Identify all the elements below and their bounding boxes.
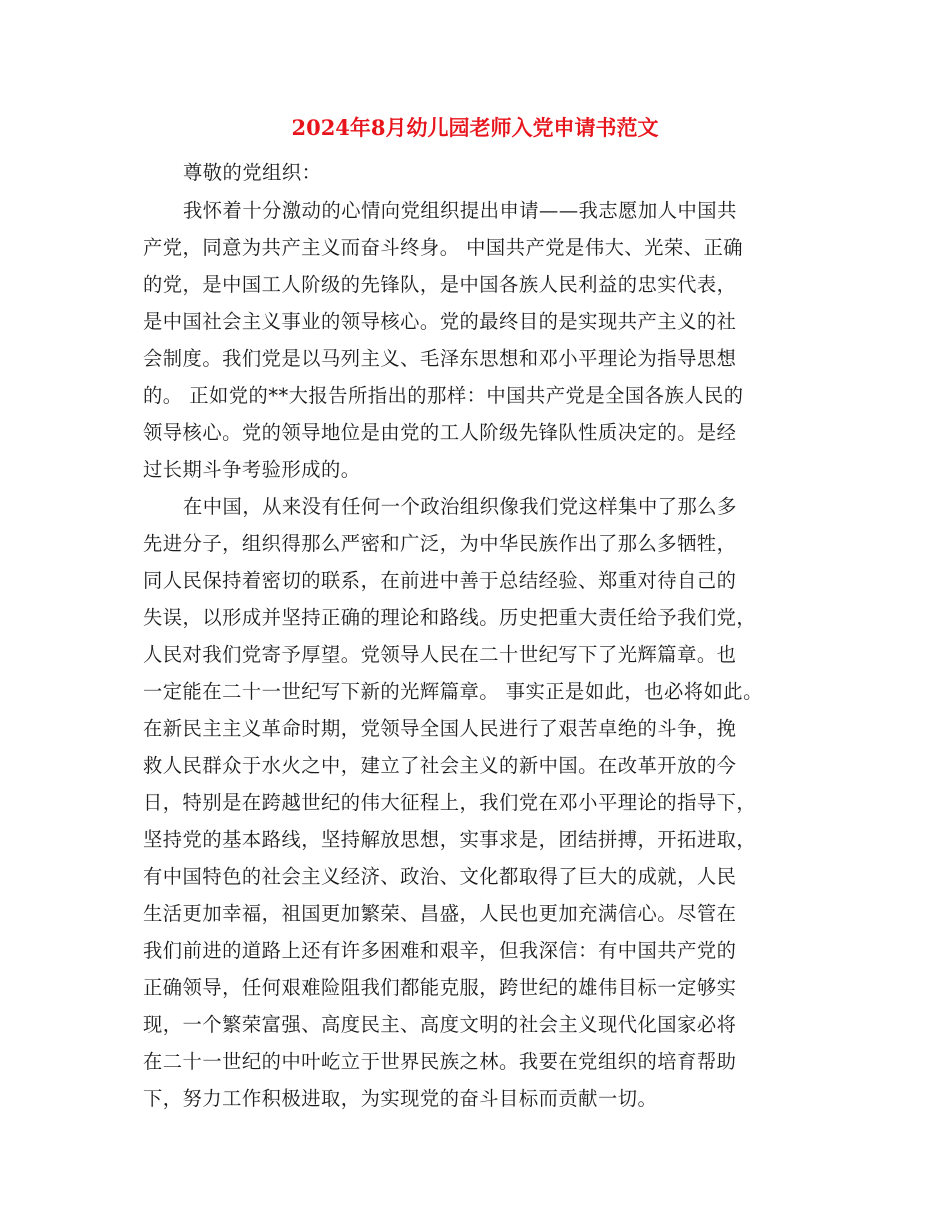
document-title: 2024年8月幼儿园老师入党申请书范文	[291, 115, 659, 140]
paragraph-1-line: 的。 正如党的**大报告所指出的那样：中国共产党是全国各族人民的	[143, 384, 744, 407]
paragraph-1-line: 产党，同意为共产主义而奋斗终身。 中国共产党是伟大、光荣、正确	[143, 236, 744, 259]
paragraph-2-line: 日，特别是在跨越世纪的伟大征程上，我们党在邓小平理论的指导下，	[143, 791, 757, 814]
paragraph-2-line: 生活更加幸福，祖国更加繁荣、昌盛，人民也更加充满信心。尽管在	[143, 902, 737, 925]
paragraph-2-line: 在二十一世纪的中叶屹立于世界民族之林。我要在党组织的培育帮助	[143, 1050, 737, 1073]
salutation: 尊敬的党组织：	[183, 161, 322, 184]
paragraph-1-line: 过长期斗争考验形成的。	[143, 458, 361, 481]
paragraph-1-line: 会制度。我们党是以马列主义、毛泽东思想和邓小平理论为指导思想	[143, 347, 737, 370]
paragraph-2-line: 救人民群众于水火之中，建立了社会主义的新中国。在改革开放的今	[143, 754, 737, 777]
paragraph-2-line: 人民对我们党寄予厚望。党领导人民在二十世纪写下了光辉篇章。也	[143, 643, 737, 666]
paragraph-2-line: 我们前进的道路上还有许多困难和艰辛，但我深信：有中国共产党的	[143, 939, 737, 962]
paragraph-2-line: 在新民主主义革命时期，党领导全国人民进行了艰苦卓绝的斗争，挽	[143, 717, 737, 740]
paragraph-2-line: 有中国特色的社会主义经济、政治、文化都取得了巨大的成就，人民	[143, 865, 737, 888]
paragraph-2-line: 失误，以形成并坚持正确的理论和路线。历史把重大责任给予我们党，	[143, 606, 757, 629]
paragraph-2-line: 同人民保持着密切的联系，在前进中善于总结经验、郑重对待自己的	[143, 569, 737, 592]
paragraph-2-line: 在中国，从来没有任何一个政治组织像我们党这样集中了那么多	[183, 495, 737, 518]
paragraph-2-line: 一定能在二十一世纪写下新的光辉篇章。 事实正是如此，也必将如此。	[143, 680, 763, 703]
paragraph-1-line: 是中国社会主义事业的领导核心。党的最终目的是实现共产主义的社	[143, 310, 737, 333]
paragraph-1-line: 的党，是中国工人阶级的先锋队，是中国各族人民利益的忠实代表，	[143, 273, 737, 296]
paragraph-2-line: 坚持党的基本路线，坚持解放思想，实事求是，团结拼搏，开拓进取，	[143, 828, 757, 851]
paragraph-2-line: 先进分子，组织得那么严密和广泛，为中华民族作出了那么多牺牲，	[143, 532, 737, 555]
paragraph-2-line: 现，一个繁荣富强、高度民主、高度文明的社会主义现代化国家必将	[143, 1013, 737, 1036]
paragraph-2-line: 下，努力工作积极进取，为实现党的奋斗目标而贡献一切。	[143, 1087, 658, 1110]
paragraph-2-line: 正确领导，任何艰难险阻我们都能克服，跨世纪的雄伟目标一定够实	[143, 976, 737, 999]
paragraph-1-line: 领导核心。党的领导地位是由党的工人阶级先锋队性质决定的。是经	[143, 421, 737, 444]
paragraph-1-line: 我怀着十分激动的心情向党组织提出申请——我志愿加人中国共	[183, 199, 737, 222]
